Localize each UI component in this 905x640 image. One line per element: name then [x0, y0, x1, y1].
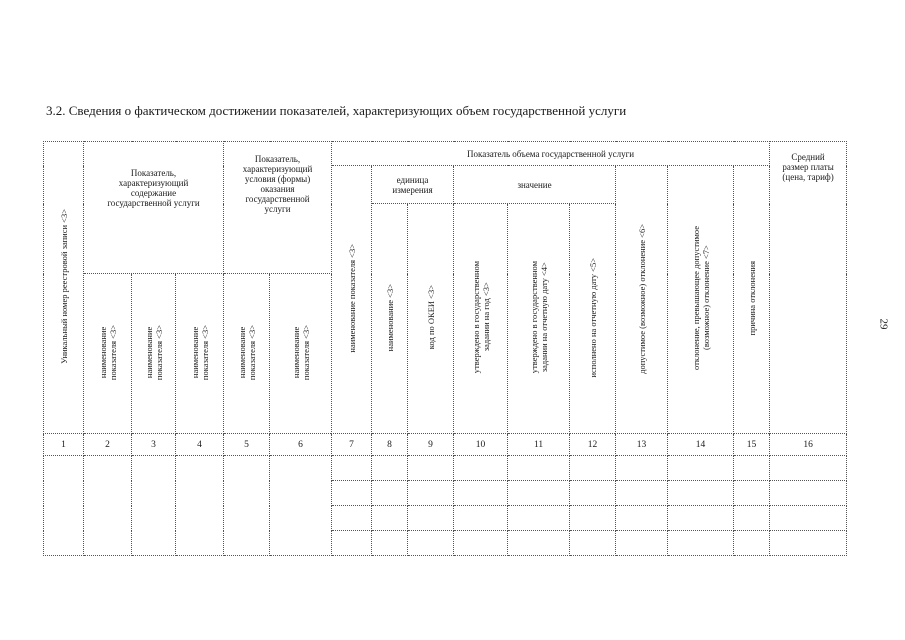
col-num: 12	[570, 434, 616, 456]
empty-cell	[372, 456, 408, 481]
empty-cell	[332, 531, 372, 556]
empty-cell	[372, 531, 408, 556]
header-content-indicator-3: наименование показателя <3>	[176, 274, 224, 434]
empty-cell	[132, 456, 176, 556]
empty-cell	[508, 456, 570, 481]
empty-cell	[734, 531, 770, 556]
empty-cell	[616, 481, 668, 506]
empty-cell	[270, 456, 332, 556]
header-condition-indicator-1: наименование показателя <3>	[224, 274, 270, 434]
header-unit-group: единица измерения	[372, 166, 454, 204]
col-num: 2	[84, 434, 132, 456]
empty-cell	[616, 506, 668, 531]
empty-cell	[508, 531, 570, 556]
empty-cell	[668, 506, 734, 531]
header-approved-year: утверждено в государственном задании на год <3>	[454, 204, 508, 434]
col-num: 13	[616, 434, 668, 456]
col-num: 10	[454, 434, 508, 456]
header-condition-indicator-2: наименование показателя <3>	[270, 274, 332, 434]
header-actual: исполнено на отчетную дату <5>	[570, 204, 616, 434]
empty-cell	[668, 456, 734, 481]
empty-cell	[570, 481, 616, 506]
header-conditions-group: Показатель, характеризующий условия (формы) оказания государственной услуги	[224, 142, 332, 274]
empty-cell	[332, 506, 372, 531]
col-num: 15	[734, 434, 770, 456]
col-num: 7	[332, 434, 372, 456]
header-value-group: значение	[454, 166, 616, 204]
empty-cell	[224, 456, 270, 556]
header-indicator-name: наименование показателя <3>	[332, 166, 372, 434]
empty-cell	[616, 456, 668, 481]
empty-cell	[176, 456, 224, 556]
col-num: 6	[270, 434, 332, 456]
col-num: 1	[44, 434, 84, 456]
header-content-indicator-1: наименование показателя <3>	[84, 274, 132, 434]
col-num: 14	[668, 434, 734, 456]
empty-cell	[84, 456, 132, 556]
header-unit-name: наименование <3>	[372, 204, 408, 434]
col-num: 9	[408, 434, 454, 456]
col-num: 16	[770, 434, 847, 456]
empty-cell	[570, 506, 616, 531]
empty-cell	[454, 506, 508, 531]
column-numbers-row	[44, 434, 847, 456]
empty-cell	[770, 531, 847, 556]
empty-cell	[332, 456, 372, 481]
empty-cell	[508, 481, 570, 506]
empty-cell	[332, 481, 372, 506]
header-content-indicator-2: наименование показателя <3>	[132, 274, 176, 434]
col-num: 8	[372, 434, 408, 456]
header-volume-group: Показатель объема государственной услуги	[332, 142, 770, 166]
empty-cell	[408, 506, 454, 531]
empty-cell	[734, 456, 770, 481]
empty-cell	[570, 456, 616, 481]
empty-cell	[570, 531, 616, 556]
header-deviation-reason: причина отклонения	[734, 166, 770, 434]
header-okei-code: код по ОКЕИ <3>	[408, 204, 454, 434]
volume-indicators-table	[43, 141, 847, 556]
empty-cell	[454, 456, 508, 481]
empty-cell	[734, 506, 770, 531]
col-num: 4	[176, 434, 224, 456]
empty-cell	[408, 531, 454, 556]
empty-cell	[372, 506, 408, 531]
col-num: 11	[508, 434, 570, 456]
empty-cell	[770, 456, 847, 481]
header-average-fee: Средний размер платы (цена, тариф)	[770, 142, 847, 434]
empty-cell	[44, 456, 84, 556]
empty-cell	[408, 481, 454, 506]
empty-cell	[668, 531, 734, 556]
col-num: 3	[132, 434, 176, 456]
header-registry-number: Уникальный номер реестровой записи <3>	[44, 142, 84, 434]
empty-cell	[734, 481, 770, 506]
empty-cell	[770, 506, 847, 531]
header-excess-deviation: отклонение, превышающее допустимое (возможное) отклонение <7>	[668, 166, 734, 434]
header-content-group: Показатель, характеризующий содержание государственной услуги	[84, 142, 224, 274]
empty-cell	[668, 481, 734, 506]
header-allowed-deviation: допустимое (возможное) отклонение <6>	[616, 166, 668, 434]
col-num: 5	[224, 434, 270, 456]
empty-cell	[408, 456, 454, 481]
empty-cell	[454, 481, 508, 506]
empty-cell	[508, 506, 570, 531]
section-title: 3.2. Сведения о фактическом достижении показателей, характеризующих объем государственной услуги	[46, 103, 627, 118]
empty-cell	[770, 481, 847, 506]
empty-cell	[372, 481, 408, 506]
empty-cell	[454, 531, 508, 556]
table-row	[44, 456, 847, 481]
page-number: 29	[877, 318, 890, 330]
header-approved-date: утверждено в государственном задании на отчетную дату <4>	[508, 204, 570, 434]
empty-cell	[616, 531, 668, 556]
